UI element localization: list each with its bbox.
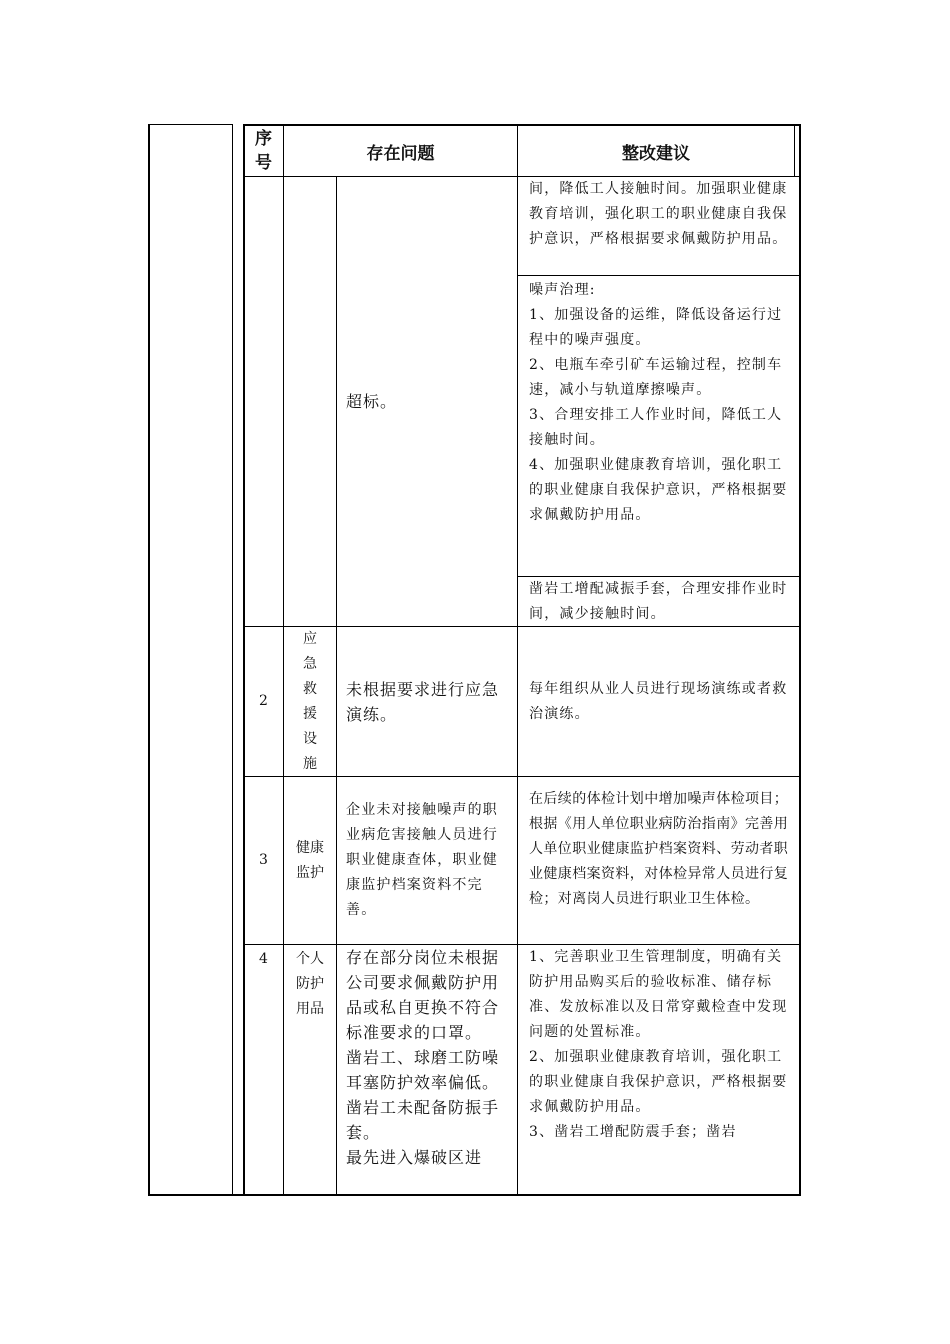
row1-suggestion-1 (518, 177, 799, 275)
row4-category-text: 个人防护用品 (296, 951, 324, 1017)
row1-suggestion-2-text: 噪声治理: 1、加强设备的运维，降低设备运行过程中的噪声强度。 2、电瓶车牵引矿车运输过程，控制车速，减小与轨道摩擦噪声。 3、合理安排工人作业时间，降低工人接触时间。 4、加强职业健康教育培训，强化职工的职业健康自我保护意识，严格根据要求佩戴防护用品。 (529, 282, 788, 523)
header-suggestion-label: 整改建议 (622, 143, 690, 164)
header-problem-label: 存在问题 (366, 143, 435, 164)
row2-category (284, 627, 336, 776)
row1-problem-text: 超标。 (346, 392, 398, 411)
row3-seq (245, 777, 283, 944)
header-seq-label: 序号 (255, 129, 272, 173)
row2-problem-text: 未根据要求进行应急演练。 (346, 679, 500, 724)
row4-problem-text: 存在部分岗位未根据公司要求佩戴防护用品或私自更换不符合标准要求的口罩。 凿岩工、球磨工防噪耳塞防护效率偏低。凿岩工未配备防振手套。 最先进入爆破区进 (346, 948, 500, 1167)
row2-problem (337, 627, 517, 776)
row1-suggestion-2 (518, 276, 799, 576)
row2-suggestion-text: 每年组织从业人员进行现场演练或者救治演练。 (529, 680, 788, 722)
row4-seq (245, 947, 283, 972)
row1-suggestion-1-text: 间，降低工人接触时间。加强职业健康教育培训，强化职工的职业健康自我保护意识，严格根据要求佩戴防护用品。 (529, 181, 788, 247)
row2-seq-text: 2 (258, 693, 270, 709)
header-suggestion (518, 126, 794, 176)
row1-suggestion-3 (518, 577, 799, 626)
header-problem (284, 126, 517, 176)
row3-suggestion (518, 787, 799, 944)
row2-seq (245, 627, 283, 776)
row3-problem-text: 企业未对接触噪声的职业病危害接触人员进行职业健康查体，职业健康监护档案资料不完善。 (346, 802, 498, 918)
row4-suggestion (518, 945, 799, 1194)
outer-left-border (148, 124, 150, 1196)
table-right-border-inner (794, 124, 795, 176)
row4-suggestion-text: 1、完善职业卫生管理制度，明确有关防护用品购买后的验收标准、储存标准、发放标准以及日常穿戴检查中发现问题的处置标准。 2、加强职业健康教育培训，强化职工的职业健康自我保护意识，严格根据要求佩戴防护用品。 3、凿岩工增配防震手套；凿岩 (529, 949, 788, 1140)
row3-category-text: 健康监护 (296, 839, 324, 881)
row4-problem (337, 945, 517, 1194)
outer-top-border-left (148, 124, 233, 125)
row4-category (284, 947, 336, 1022)
row3-seq-text: 3 (258, 852, 270, 868)
row2-category-text: 应急救援设施 (303, 630, 317, 772)
row3-suggestion-text: 在后续的体检计划中增加噪声体检项目；根据《用人单位职业病防治指南》完善用人单位职业健康监护档案资料、劳动者职业健康档案资料，对体检异常人员进行复检；对离岗人员进行职业卫生体检。 (529, 791, 789, 907)
row1-problem (337, 177, 517, 626)
outer-col-divider (232, 124, 233, 1196)
row1-suggestion-3-text: 凿岩工增配减振手套，合理安排作业时间，减少接触时间。 (529, 581, 788, 622)
row2-suggestion (518, 627, 799, 776)
row4-seq-text: 4 (258, 951, 270, 967)
row3-category (284, 777, 336, 944)
row3-problem (337, 777, 517, 944)
table-right-border (799, 124, 801, 1196)
page-bottom-border (148, 1194, 801, 1196)
header-seq (244, 126, 283, 176)
